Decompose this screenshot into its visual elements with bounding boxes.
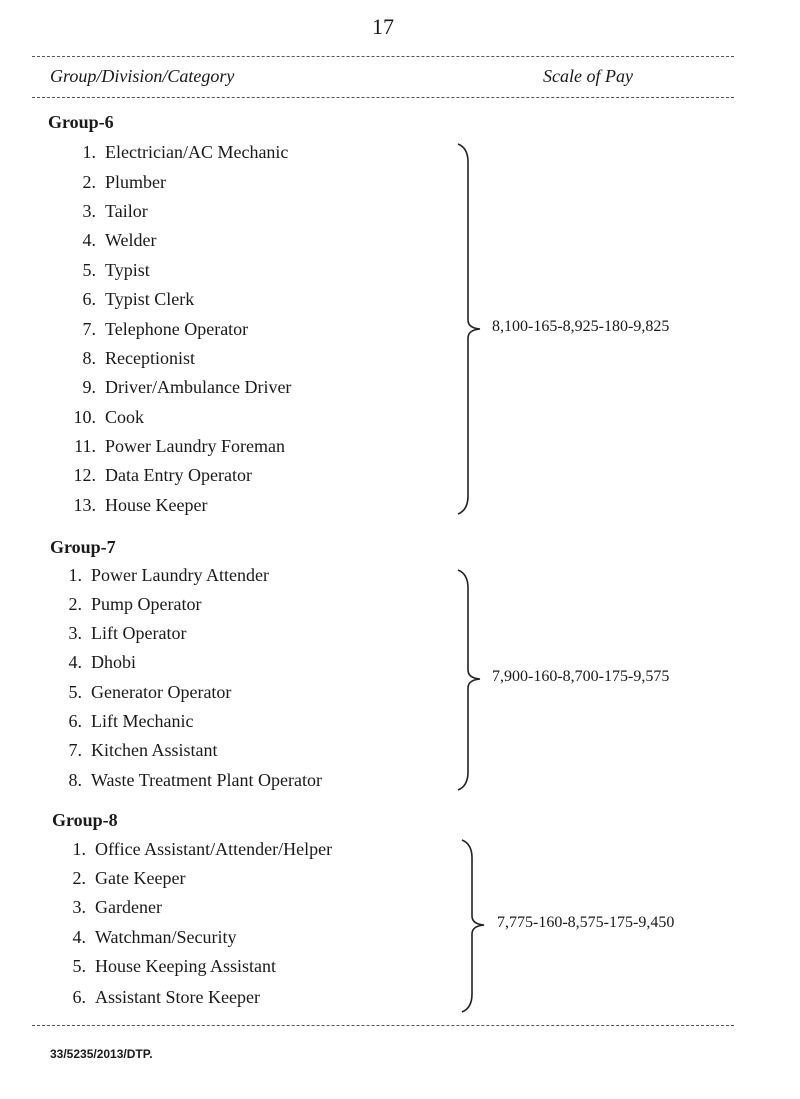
item-label: Kitchen Assistant bbox=[91, 740, 218, 760]
item-label: House Keeper bbox=[105, 495, 208, 515]
item-number: 9. bbox=[82, 377, 96, 397]
item-label: Power Laundry Attender bbox=[91, 565, 269, 585]
item-label: Welder bbox=[105, 230, 157, 250]
item-number: 4. bbox=[82, 230, 96, 250]
item-label: Pump Operator bbox=[91, 594, 202, 614]
item-number: 11. bbox=[74, 436, 96, 456]
item-label: Cook bbox=[105, 407, 145, 427]
item-number: 1. bbox=[72, 839, 86, 859]
group-8-brace bbox=[460, 836, 492, 1016]
item-number: 8. bbox=[82, 348, 96, 368]
list-item bbox=[52, 565, 269, 586]
list-item bbox=[56, 927, 237, 948]
item-label: Assistant Store Keeper bbox=[95, 987, 260, 1007]
item-label: Driver/Ambulance Driver bbox=[105, 377, 292, 397]
item-number: 3. bbox=[82, 201, 96, 221]
item-number: 4. bbox=[68, 652, 82, 672]
item-label: Gardener bbox=[95, 897, 162, 917]
column-header-scale: Scale of Pay bbox=[543, 66, 633, 86]
item-number: 12. bbox=[73, 465, 96, 485]
item-label: Watchman/Security bbox=[95, 927, 237, 947]
item-number: 1. bbox=[82, 142, 96, 162]
item-label: Plumber bbox=[105, 172, 166, 192]
item-number: 3. bbox=[72, 897, 86, 917]
list-item bbox=[66, 319, 248, 340]
list-item bbox=[66, 495, 207, 516]
item-label: Waste Treatment Plant Operator bbox=[91, 770, 323, 790]
item-number: 5. bbox=[72, 956, 86, 976]
item-number: 7. bbox=[82, 319, 96, 339]
header-rule bbox=[32, 97, 734, 98]
list-item bbox=[66, 436, 285, 457]
list-item bbox=[66, 172, 166, 193]
item-label: Dhobi bbox=[91, 652, 136, 672]
group-7-title: Group-7 bbox=[50, 537, 116, 557]
item-label: Receptionist bbox=[105, 348, 195, 368]
list-item bbox=[66, 230, 157, 251]
list-item bbox=[56, 897, 162, 918]
list-item bbox=[66, 465, 252, 486]
item-label: Generator Operator bbox=[91, 682, 232, 702]
page-number: 17 bbox=[372, 14, 394, 39]
item-number: 5. bbox=[68, 682, 82, 702]
list-item bbox=[52, 594, 201, 615]
group-6-pay-scale: 8,100-165-8,925-180-9,825 bbox=[492, 318, 670, 335]
group-7-pay-scale: 7,900-160-8,700-175-9,575 bbox=[492, 668, 670, 685]
list-item bbox=[66, 201, 148, 222]
list-item bbox=[56, 956, 276, 977]
item-number: 6. bbox=[68, 711, 82, 731]
group-8-title: Group-8 bbox=[52, 810, 118, 830]
item-label: Telephone Operator bbox=[105, 319, 249, 339]
item-number: 1. bbox=[68, 565, 82, 585]
item-number: 5. bbox=[82, 260, 96, 280]
item-number: 3. bbox=[68, 623, 82, 643]
group-8-pay-scale: 7,775-160-8,575-175-9,450 bbox=[497, 914, 675, 931]
print-code: 33/5235/2013/DTP. bbox=[50, 1047, 153, 1061]
item-label: Lift Mechanic bbox=[91, 711, 194, 731]
top-rule bbox=[32, 56, 734, 57]
item-label: House Keeping Assistant bbox=[95, 956, 276, 976]
item-number: 7. bbox=[68, 740, 82, 760]
list-item bbox=[66, 348, 195, 369]
list-item bbox=[52, 623, 186, 644]
list-item bbox=[66, 289, 194, 310]
list-item bbox=[66, 260, 150, 281]
item-label: Office Assistant/Attender/Helper bbox=[95, 839, 333, 859]
item-number: 6. bbox=[82, 289, 96, 309]
list-item bbox=[52, 740, 218, 761]
group-6-brace bbox=[456, 140, 488, 518]
item-number: 2. bbox=[68, 594, 82, 614]
list-item bbox=[56, 839, 332, 860]
list-item bbox=[52, 652, 136, 673]
item-label: Typist bbox=[105, 260, 150, 280]
column-header-category: Group/Division/Category bbox=[50, 66, 235, 86]
item-label: Tailor bbox=[105, 201, 148, 221]
item-number: 6. bbox=[72, 987, 86, 1007]
item-label: Gate Keeper bbox=[95, 868, 186, 888]
list-item bbox=[66, 377, 291, 398]
bottom-rule bbox=[32, 1025, 734, 1026]
list-item bbox=[66, 407, 144, 428]
item-number: 8. bbox=[68, 770, 82, 790]
item-label: Lift Operator bbox=[91, 623, 187, 643]
item-label: Data Entry Operator bbox=[105, 465, 252, 485]
item-number: 4. bbox=[72, 927, 86, 947]
item-number: 10. bbox=[73, 407, 96, 427]
list-item bbox=[56, 868, 185, 889]
item-label: Power Laundry Foreman bbox=[105, 436, 285, 456]
list-item bbox=[56, 987, 260, 1008]
list-item bbox=[52, 770, 322, 791]
item-label: Typist Clerk bbox=[105, 289, 195, 309]
item-label: Electrician/AC Mechanic bbox=[105, 142, 289, 162]
group-7-brace bbox=[456, 566, 488, 794]
item-number: 2. bbox=[82, 172, 96, 192]
item-number: 2. bbox=[72, 868, 86, 888]
list-item bbox=[52, 711, 193, 732]
group-6-title: Group-6 bbox=[48, 112, 114, 132]
list-item bbox=[66, 142, 288, 163]
list-item bbox=[52, 682, 231, 703]
item-number: 13. bbox=[73, 495, 96, 515]
